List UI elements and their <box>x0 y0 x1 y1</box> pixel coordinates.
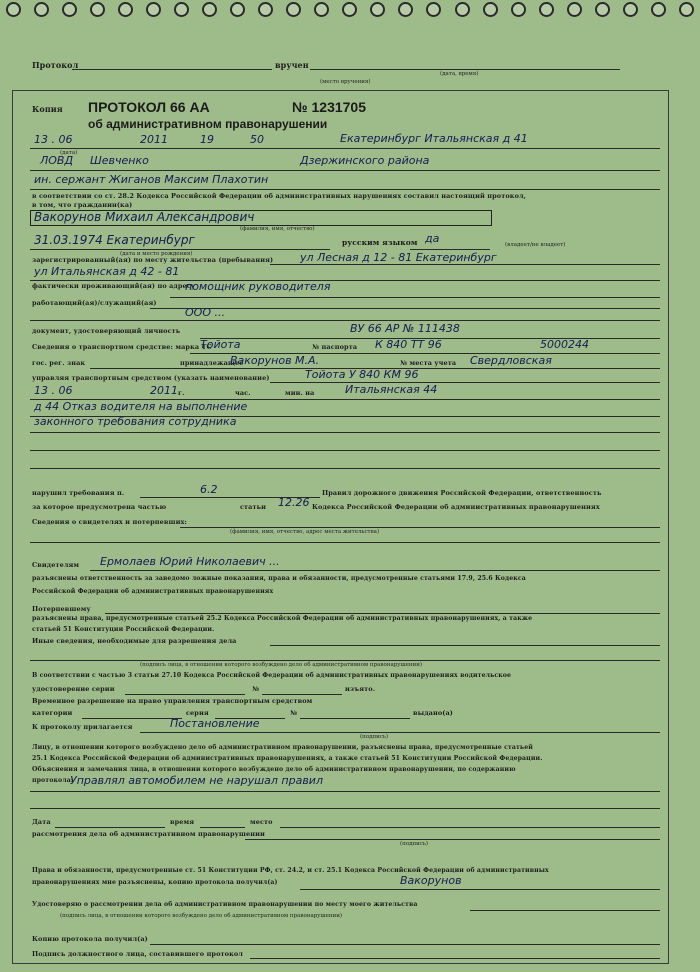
violation-text-1[interactable]: д 44 Отказ водителя на выполнение <box>34 400 248 413</box>
birth-field[interactable]: 31.03.1974 Екатеринбург <box>34 233 195 247</box>
employed-line-2 <box>30 320 660 321</box>
hour-field[interactable]: 19 <box>200 133 214 146</box>
violated-rule-label: нарушил требования п. <box>32 489 125 497</box>
employed-line <box>150 308 660 309</box>
offender-rights-text: Лицу, в отношении которого возбуждено дело об административном правонарушении, разъяснены права, предусмотренные статьей <box>32 744 533 751</box>
ring-icon <box>398 2 413 17</box>
drove-vehicle-field[interactable]: Тойота У 840 КМ 96 <box>305 368 419 381</box>
birth-line <box>30 249 330 250</box>
permit-number-line <box>300 718 410 719</box>
explanation-field[interactable]: Управлял автомобилем не нарушал правил <box>70 774 323 787</box>
lang-sublabel: (владеет/не владеет) <box>505 242 566 248</box>
vehicle-label: Сведения о транспортном средстве: марка ТС <box>32 343 212 351</box>
registered-line-2 <box>30 280 660 281</box>
id-document-field[interactable]: ВУ 66 АР № 111438 <box>350 322 460 335</box>
copy-received-line <box>300 889 660 890</box>
witness-sublabel: (фамилия, имя, отчество, адрес места жительства) <box>230 529 380 535</box>
date-sublabel: (дата) <box>60 150 78 156</box>
hour-suffix: час. <box>235 389 251 397</box>
officer-signature-line <box>250 958 660 959</box>
license-number-line <box>262 694 342 695</box>
witnesses-label: Свидетелям <box>32 561 80 569</box>
other-info-line <box>270 645 660 646</box>
witness-field[interactable]: Ермолаев Юрий Николаевич ... <box>100 555 280 568</box>
officer-line <box>30 170 660 171</box>
license-series-label: удостоверение серии <box>32 685 115 693</box>
rule-point-field[interactable]: 6.2 <box>200 483 218 496</box>
victim-rights-text: разъяснены права, предусмотренные статьей 25.2 Кодекса Российской Федерации об административных правонарушениях, а также <box>32 615 533 622</box>
violation-line-2 <box>30 432 660 433</box>
attached-sublabel: (подпись) <box>360 734 389 740</box>
workplace2-field[interactable]: ООО ... <box>185 306 225 319</box>
drove-line <box>270 382 660 383</box>
other-info-label: Иные сведения, необходимые для разрешения дела <box>32 637 237 645</box>
citizen-label: в том, что гражданин(ка) <box>32 201 133 209</box>
copy-received-2-label: Копию протокола получил(а) <box>32 935 148 943</box>
hearing-time-line <box>200 827 245 828</box>
category-label: категории <box>32 709 73 717</box>
copy-prefix: Копия <box>32 104 63 114</box>
officer-district-field[interactable]: Дзержинского района <box>300 154 430 167</box>
place-field[interactable]: Екатеринбург Итальянская д 41 <box>340 132 528 145</box>
ring-icon <box>286 2 301 17</box>
violation-text-2[interactable]: законного требования сотрудника <box>34 415 237 428</box>
handed-label: вручен <box>275 60 309 70</box>
explanation-line <box>30 791 660 792</box>
category-line <box>82 718 182 719</box>
year-field[interactable]: 2011 <box>140 133 168 146</box>
employed-label: работающий(ая)/служащий(ая) <box>32 299 157 307</box>
ring-icon <box>567 2 582 17</box>
article-field[interactable]: 12.26 <box>278 496 310 509</box>
hearing-label: рассмотрения дела об административном правонарушении <box>32 830 265 838</box>
ring-icon <box>314 2 329 17</box>
witness-info-line-2 <box>30 542 660 543</box>
ring-icon <box>651 2 666 17</box>
hearing-date-label: Дата <box>32 818 51 826</box>
officer-signature-label: Подпись должностного лица, составившего протокол <box>32 950 243 958</box>
witness-rights-text-2: Российской Федерации об административных правонарушениях <box>32 588 274 595</box>
workplace-field[interactable]: помощник руководителя <box>185 280 331 293</box>
id-document-label: документ, удостоверяющий личность <box>32 327 181 335</box>
owner-label: принадлежащее <box>180 359 244 367</box>
passport-label: № паспорта <box>312 343 358 351</box>
name-sublabel: (фамилия, имя, отчество) <box>240 226 315 232</box>
ring-icon <box>595 2 610 17</box>
owner-field[interactable]: Вакорунов М.А. <box>230 354 320 367</box>
vehicle-reg-field[interactable]: 5000244 <box>540 338 589 351</box>
officer-rank-line <box>30 189 660 190</box>
ring-icon <box>146 2 161 17</box>
license-seized-label: изъято. <box>345 685 376 693</box>
actual-address-label: фактически проживающий(ая) по адресу <box>32 282 196 290</box>
officer-name-field[interactable]: Шевченко <box>90 154 149 167</box>
date-field[interactable]: 13 . 06 <box>34 133 73 146</box>
residence-consent-line <box>470 910 660 911</box>
victim-line <box>105 613 660 614</box>
violation-line-4 <box>30 468 660 469</box>
violation-date-field[interactable]: 13 . 06 <box>34 384 73 397</box>
license-number-label: № <box>252 685 260 693</box>
place-sublabel: (место вручения) <box>320 79 371 85</box>
pdd-label: Правил дорожного движения Российской Федерации, ответственность <box>322 489 602 497</box>
offender-signature[interactable]: Вакорунов <box>400 874 462 887</box>
ring-icon <box>174 2 189 17</box>
year-suffix: г. <box>178 389 185 397</box>
offender-rights-text-2: 25.1 Кодекса Российской Федерации об административных правонарушениях, а также статьей 51 Конституции Российской Федерации. <box>32 755 543 762</box>
other-info-line-2 <box>30 660 660 661</box>
ring-icon <box>202 2 217 17</box>
offender-name-field[interactable]: Вакорунов Михаил Александрович <box>34 210 255 224</box>
hearing-place-line <box>280 827 660 828</box>
issued-label: выдано(а) <box>413 709 453 717</box>
ring-icon <box>6 2 21 17</box>
license-seizure-text: В соответствии с частью 3 статьи 27.10 Кодекса Российской Федерации об административных правонарушениях водительское <box>32 672 512 679</box>
part-label: за которое предусмотрена частью <box>32 503 167 511</box>
ring-icon <box>90 2 105 17</box>
registered-address-field[interactable]: ул Лесная д 12 - 81 Екатеринбург <box>300 251 497 264</box>
koap-label: Кодекса Российской Федерации об административных правонарушениях <box>312 503 600 511</box>
ring-icon <box>118 2 133 17</box>
temp-permit-label: Временное разрешение на право управления транспортным средством <box>32 697 313 705</box>
residence-sublabel: (подпись лица, в отношении которого возбуждено дело об административном правонарушении) <box>60 913 343 919</box>
explanations-label: Объяснения и замечания лица, в отношении которого возбуждено дело об административном правонарушении, по содержанию <box>32 766 516 773</box>
minute-suffix: мин. на <box>285 389 315 397</box>
ring-icon <box>370 2 385 17</box>
violation-year-field[interactable]: 2011 <box>150 384 178 397</box>
drove-label: управляя транспортным средством (указать наименование) <box>32 374 270 382</box>
handed-line <box>310 69 620 70</box>
lang-line <box>410 249 490 250</box>
hearing-line <box>245 839 660 840</box>
birth-sublabel: (дата и место рождения) <box>120 251 193 257</box>
russian-lang-field[interactable]: да <box>425 232 440 245</box>
residence-consent-label: Удостоверяю о рассмотрении дела об административном правонарушении по месту моего жительства <box>32 901 418 908</box>
violation-place-field[interactable]: Итальянская 44 <box>345 383 438 396</box>
attached-line <box>140 732 660 733</box>
registered-line <box>270 264 660 265</box>
ring-icon <box>426 2 441 17</box>
protocol-subtitle: об административном правонарушении <box>88 117 328 131</box>
date-line <box>30 148 660 149</box>
attached-field[interactable]: Постановление <box>170 717 260 730</box>
handed-sublabel: (дата, время) <box>440 71 479 77</box>
ring-icon <box>455 2 470 17</box>
ring-icon <box>623 2 638 17</box>
ring-icon <box>511 2 526 17</box>
ring-icon <box>483 2 498 17</box>
registration-region-field[interactable]: Свердловская <box>470 354 552 367</box>
ring-icon <box>342 2 357 17</box>
art-28-2-text: в соответствии со ст. 28.2 Кодекса Российской Федерации об административных нарушениях составил настоящий протокол, <box>32 192 527 200</box>
permit-number-label: № <box>290 709 298 717</box>
protocol-line <box>72 69 272 70</box>
copy-received-label: правонарушениях мне разъяснены, копию протокола получил(а) <box>32 879 278 886</box>
series-label: серия <box>186 709 209 717</box>
ring-icon <box>258 2 273 17</box>
witness-info-line <box>180 527 660 528</box>
plate-label: гос. рег. знак <box>32 359 86 367</box>
hearing-place-label: место <box>250 818 273 826</box>
ring-icon <box>62 2 77 17</box>
spiral-binding <box>6 2 694 24</box>
explanation-line-2 <box>30 808 660 809</box>
registration-place-label: № места учета <box>400 359 457 367</box>
copy-received-2-line <box>150 944 660 945</box>
vehicle-passport-field[interactable]: К 840 ТТ 96 <box>375 338 442 351</box>
hearing-time-label: время <box>170 818 195 826</box>
license-series-line <box>125 694 245 695</box>
actual-address-line <box>170 297 660 298</box>
officer-unit-field[interactable]: ЛОВД <box>40 154 74 167</box>
attached-label: К протоколу прилагается <box>32 723 133 731</box>
witnesses-line <box>90 570 660 571</box>
article-label: статьи <box>240 503 267 511</box>
registered-label: зарегистрированный(ая) по месту жительства (пребывания) <box>32 256 274 264</box>
ring-icon <box>679 2 694 17</box>
victim-rights-text-2: статьей 51 Конституции Российской Федерации. <box>32 626 215 633</box>
ring-icon <box>34 2 49 17</box>
registered-address2-field[interactable]: ул Итальянская д 42 - 81 <box>34 265 180 278</box>
witness-rights-text: разъяснены ответственность за заведомо ложные показания, права и обязанности, предусмотренные статьями 17.9, 25.6 Кодекса <box>32 575 526 582</box>
protocol-label: Протокол <box>32 60 79 70</box>
minute-field[interactable]: 50 <box>250 133 264 146</box>
signature-sublabel: (подпись лица, в отношении которого возбуждено дело об административном правонарушении) <box>140 662 423 668</box>
protocol-number: № 1231705 <box>292 99 366 115</box>
officer-rank-field[interactable]: ин. сержант Жиганов Максим Плахотин <box>34 173 269 186</box>
russian-lang-label: русским языком <box>342 238 418 247</box>
protocol-content-label: протокола: <box>32 777 74 784</box>
hearing-sublabel: (подпись) <box>400 841 429 847</box>
hearing-date-line <box>55 827 165 828</box>
violation-line-3 <box>30 450 660 451</box>
witness-info-label: Сведения о свидетелях и потерпевших: <box>32 518 187 526</box>
protocol-title: ПРОТОКОЛ 66 АА <box>88 99 210 115</box>
vehicle-make-field[interactable]: Тойота <box>200 338 241 351</box>
victim-label: Потерпевшему <box>32 605 91 613</box>
ring-icon <box>539 2 554 17</box>
ring-icon <box>230 2 245 17</box>
constitution-rights-text: Права и обязанности, предусмотренные ст. 51 Конституции РФ, ст. 24.2, и ст. 25.1 Кодекса Российской Федерации об административных <box>32 867 549 874</box>
